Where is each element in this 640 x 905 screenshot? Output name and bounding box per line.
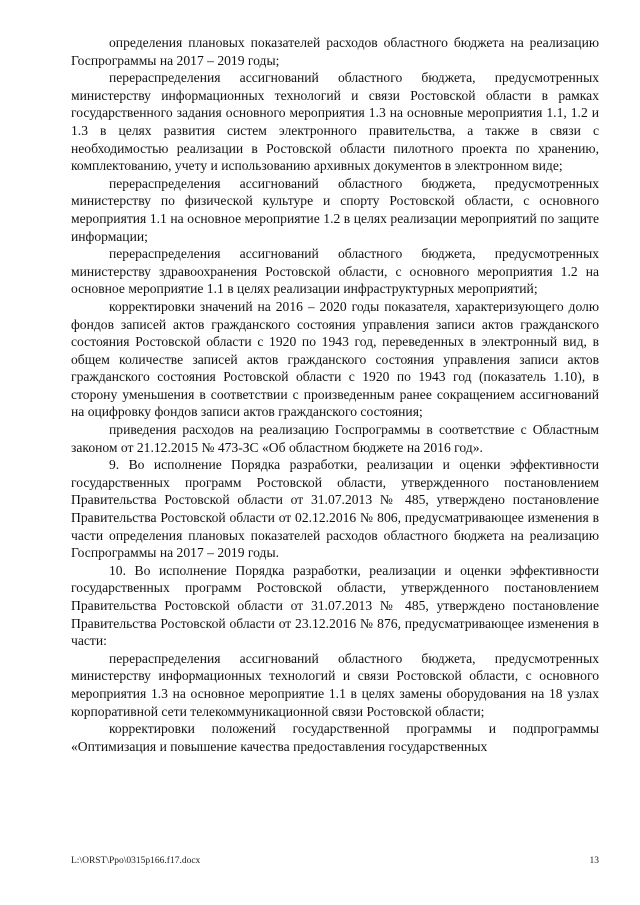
paragraph-3: перераспределения ассигнований областного бюджета, предусмотренных министерству по физической культуре и спорту Ростовской области, с основного мероприятия 1.1 на основное мероприятие 1.2 в целях реализации мероприятий по защите информации; xyxy=(71,175,599,244)
paragraph-5: корректировки значений на 2016 – 2020 годы показателя, характеризующего долю фондов записей актов гражданского состояния управления записи актов гражданского состояния Ростовской области с 1920 по 1943 год, переведенных в электронный вид, в общем количестве записей актов гражданского состояния управления записи актов гражданского состояния Ростовской области с 1920 по 1943 год (показатель 1.10), в сторону уменьшения в соответствии с произведенным ранее сокращением ассигнований на оцифровку фондов записи актов гражданского состояния; xyxy=(71,298,599,420)
page-number: 13 xyxy=(589,856,599,866)
body-text xyxy=(71,34,599,755)
footer-file-path: L:\ORST\Ppo\0315p166.f17.docx xyxy=(71,856,201,866)
paragraph-8: 10. Во исполнение Порядка разработки, реализации и оценки эффективности государственных программ Ростовской области, утвержденного постановлением Правительства Ростовской области от 31.07.2013 № 485, утверждено постановление Правительства Ростовской области от 23.12.2016 № 876, предусматривающее изменения в части: xyxy=(71,562,599,649)
paragraph-7: 9. Во исполнение Порядка разработки, реализации и оценки эффективности государственных программ Ростовской области, утвержденного постановлением Правительства Ростовской области от 31.07.2013 № 485, утверждено постановление Правительства Ростовской области от 02.12.2016 № 806, предусматривающее изменения в части определения плановых показателей расходов областного бюджета на реализацию Госпрограммы на 2017 – 2019 годы. xyxy=(71,457,599,561)
page-footer xyxy=(71,853,599,869)
paragraph-2: перераспределения ассигнований областного бюджета, предусмотренных министерству информационных технологий и связи Ростовской области в рамках государственного задания основного мероприятия 1.3 на основные мероприятия 1.1, 1.2 и 1.3 в целях развития систем электронного правительства, а также в связи с необходимостью реализации в Ростовской области пилотного проекта по хранению, комплектованию, учету и использованию архивных документов в электронном виде; xyxy=(71,70,599,174)
paragraph-9: перераспределения ассигнований областного бюджета, предусмотренных министерству информационных технологий и связи Ростовской области, с основного мероприятия 1.3 на основное мероприятие 1.1 в целях замены оборудования на 18 узлах корпоративной сети телекоммуникационной связи Ростовской области; xyxy=(71,650,599,719)
paragraph-6: приведения расходов на реализацию Госпрограммы в соответствие с Областным законом от 21.12.2015 № 473-ЗС «Об областном бюджете на 2016 год». xyxy=(71,422,599,455)
paragraph-10: корректировки положений государственной программы и подпрограммы «Оптимизация и повышение качества предоставления государственных xyxy=(71,721,599,754)
paragraph-1: определения плановых показателей расходов областного бюджета на реализацию Госпрограммы на 2017 – 2019 годы; xyxy=(71,35,599,68)
paragraph-4: перераспределения ассигнований областного бюджета, предусмотренных министерству здравоохранения Ростовской области, с основного мероприятия 1.2 на основное мероприятие 1.1 в целях реализации инфраструктурных мероприятий; xyxy=(71,246,599,297)
